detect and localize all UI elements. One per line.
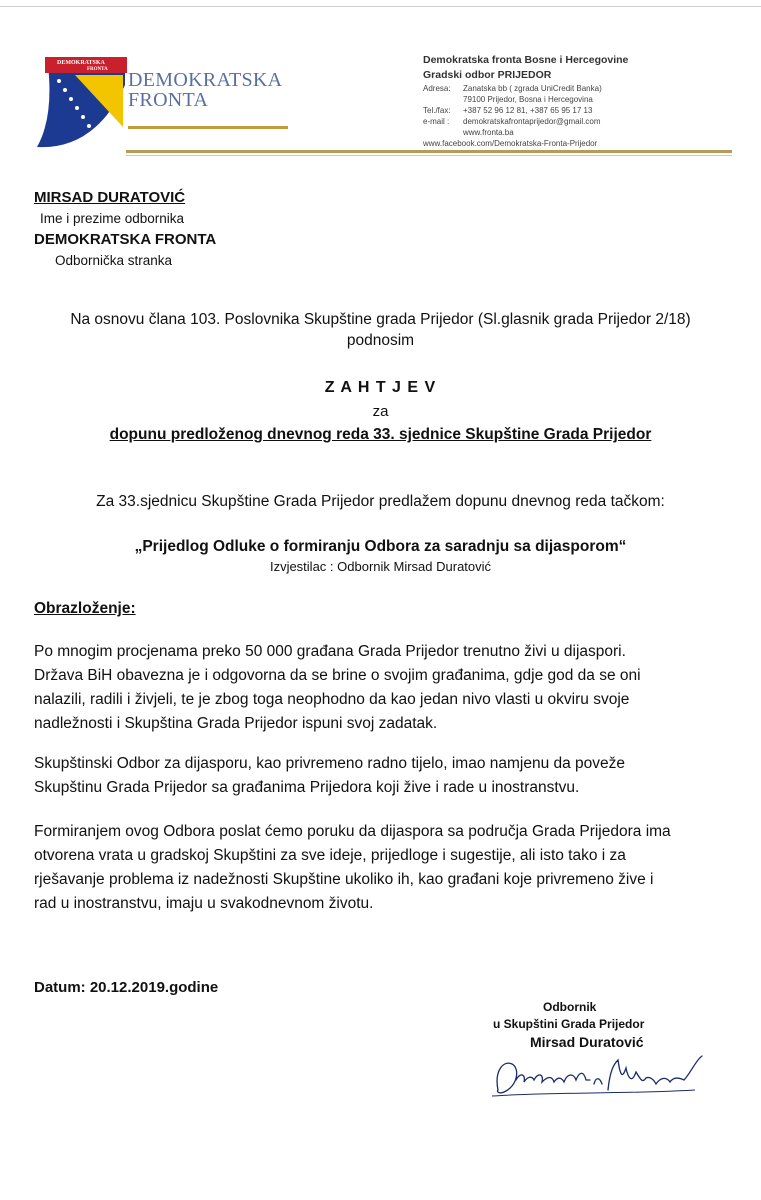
proposal-item: „Prijedlog Odluke o formiranju Odbora za saradnju sa dijasporom“ xyxy=(134,538,627,555)
signature-name: Mirsad Duratović xyxy=(530,1034,644,1050)
letterhead-divider xyxy=(126,150,732,153)
address-line-2: 79100 Prijedor, Bosna i Hercegovina xyxy=(463,95,593,104)
sender-name-caption: Ime i prezime odbornika xyxy=(40,211,185,226)
logo-small-text: DEMOKRATSKA xyxy=(57,60,105,66)
justification-heading: Obrazloženje: xyxy=(34,600,136,617)
document-date: Datum: 20.12.2019.godine xyxy=(34,979,219,996)
sender-name: MIRSAD DURATOVIĆ xyxy=(34,189,186,206)
paragraph-line: Formiranjem ovog Odbora poslat ćemo poruku da dijaspora sa područja Grada Prijedora ima xyxy=(34,823,671,840)
paragraph-line: nadležnosti i Skupština Grada Prijedor ispuni svoj zadatak. xyxy=(34,715,438,732)
address-label: Adresa: xyxy=(423,84,451,93)
paragraph-line: Skupštinski Odbor za dijasporu, kao privremeno radno tijelo, imao namjenu da poveže xyxy=(34,755,626,772)
proposal-reporter: Izvjestilac : Odbornik Mirsad Duratović xyxy=(269,559,492,574)
website-link[interactable]: www.fronta.ba xyxy=(463,128,514,137)
svg-text:FRONTA: FRONTA xyxy=(87,67,108,72)
proposal-intro: Za 33.sjednicu Skupštine Grada Prijedor predlažem dopunu dnevnog reda tačkom: xyxy=(96,493,665,510)
letterhead-divider-thin xyxy=(126,155,732,156)
logo-wordmark: DEMOKRATSKA FRONTA xyxy=(128,69,283,111)
intro-submit: podnosim xyxy=(346,332,415,349)
paragraph-line: rješavanje problema iz nadežnosti Skupštine ukoliko ih, kao građani koje privremeno žive i xyxy=(34,871,654,888)
email-value[interactable]: demokratskafrontaprijedor@gmail.com xyxy=(463,117,601,126)
paragraph-line: rad u inostranstvu, imaju u svakodnevnom životu. xyxy=(34,895,374,912)
facebook-link[interactable]: www.facebook.com/Demokratska-Fronta-Prijedor xyxy=(423,139,598,148)
org-name: Demokratska fronta Bosne i Hercegovine xyxy=(423,54,629,66)
phone-label: Tel./fax: xyxy=(423,106,451,115)
signature-title: Odbornik xyxy=(543,1000,597,1014)
intro-legal-basis: Na osnovu člana 103. Poslovnika Skupštine grada Prijedor (Sl.glasnik grada Prijedor 2/18) xyxy=(70,311,691,328)
sender-party-caption: Odbornička stranka xyxy=(55,253,173,268)
paragraph-line: nalazili, radili i živjeli, te je zbog toga neophodno da kao jedan nivo vlasti u okviru svoje xyxy=(34,691,630,708)
paragraph-line: Po mnogim procjenama preko 50 000 građana Grada Prijedor trenutno živi u dijaspori. xyxy=(34,643,626,660)
sender-party: DEMOKRATSKA FRONTA xyxy=(34,231,217,248)
address-line-1: Zanatska bb ( zgrada UniCredit Banka) xyxy=(463,84,602,93)
letterhead-contact xyxy=(423,53,628,149)
logo-underline xyxy=(128,126,288,129)
org-unit: Gradski odbor PRIJEDOR xyxy=(423,69,552,81)
phone-value: +387 52 96 12 81, +387 65 95 17 13 xyxy=(463,106,593,115)
document-title: Z A H T J E V xyxy=(324,379,437,396)
paragraph-line: Država BiH obavezna je i odgovorna da se brine o svojim građanima, gdje god da se oni xyxy=(34,667,641,684)
paragraph-line: otvorena vrata u gradskoj Skupštini za sve ideje, prijedloge i sugestije, ali isto tako i za xyxy=(34,847,626,864)
top-rule xyxy=(0,6,761,7)
signature-body: u Skupštini Grada Prijedor xyxy=(493,1017,645,1031)
justification-paragraph-1 xyxy=(34,640,641,736)
handwritten-signature xyxy=(490,1050,710,1100)
title-za: za xyxy=(372,403,389,420)
paragraph-line: Skupštinu Grada Prijedor sa građanima Prijedora koji žive i rade u inostranstvu. xyxy=(34,779,580,796)
justification-paragraph-2 xyxy=(34,752,625,800)
document-subject: dopunu predloženog dnevnog reda 33. sjednice Skupštine Grada Prijedor xyxy=(109,426,652,443)
justification-paragraph-3 xyxy=(34,820,671,916)
email-label: e-mail : xyxy=(423,117,450,126)
